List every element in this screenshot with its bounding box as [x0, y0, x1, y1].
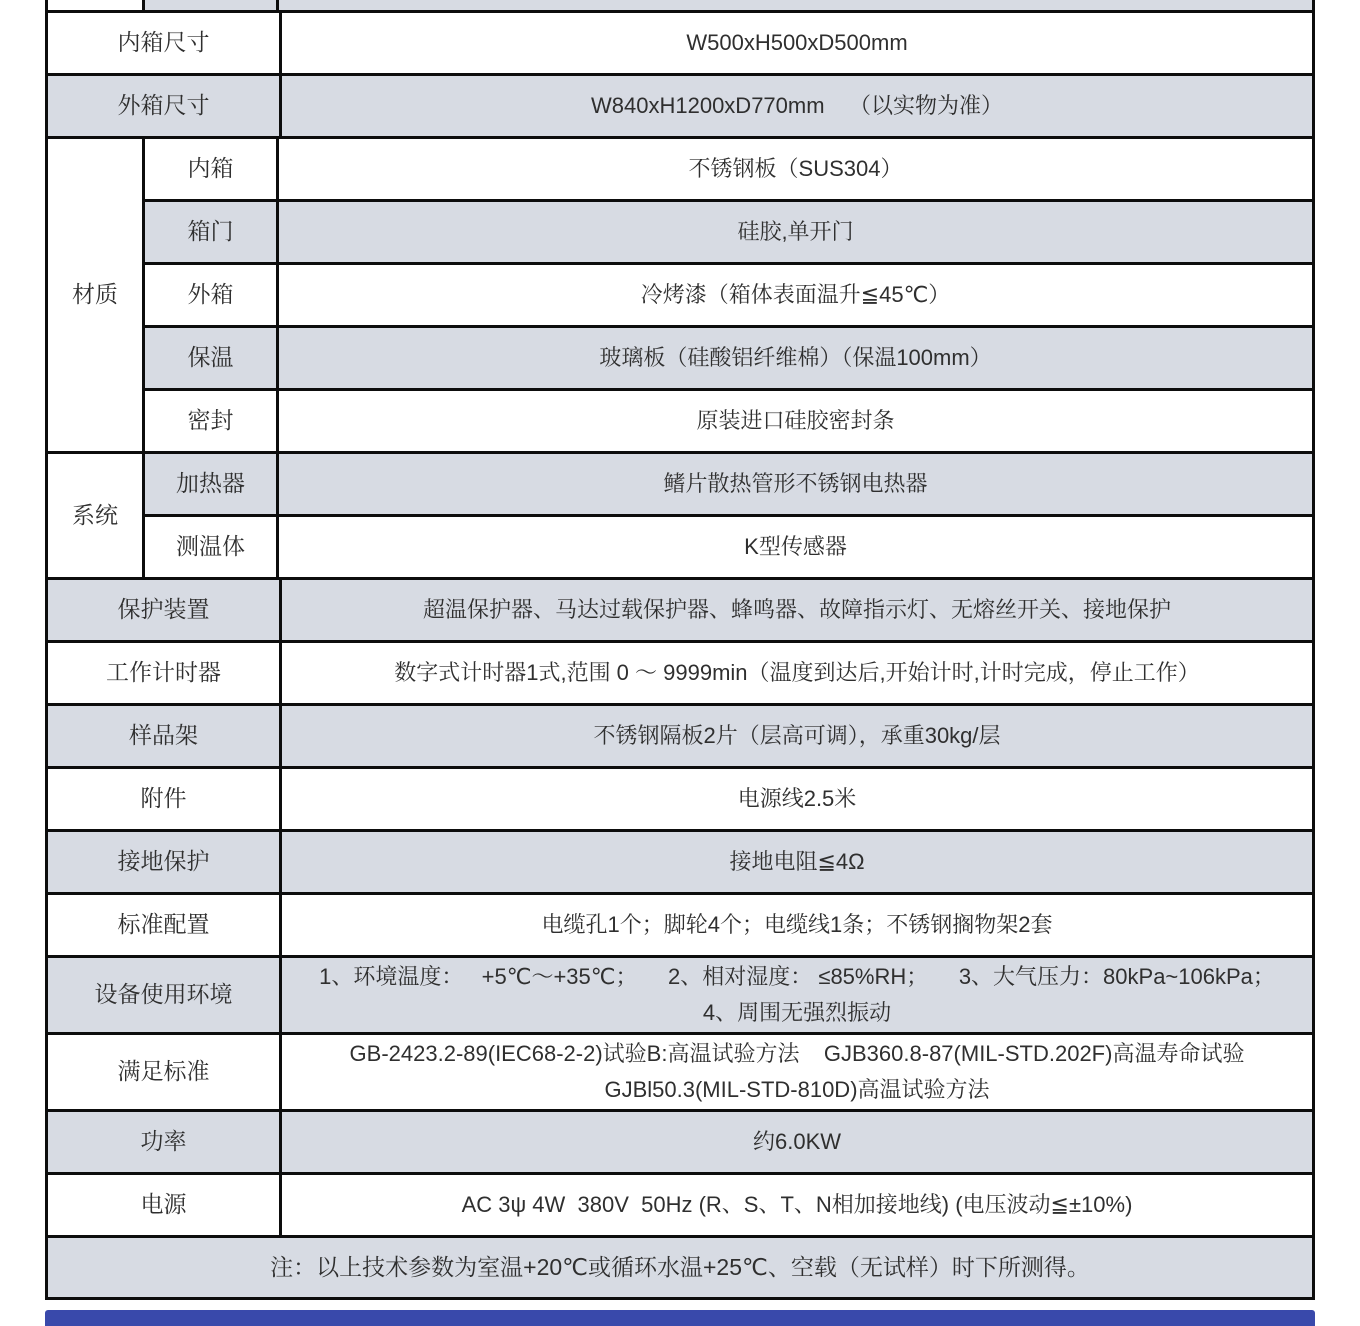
row-value: 约6.0KW — [282, 1112, 1312, 1172]
row-group-label — [48, 0, 145, 10]
value-line: GB-2423.2-89(IEC68-2-2)试验B:高温试验方法 GJB360.8-87(MIL-STD.202F)高温寿命试验 — [349, 1041, 1245, 1067]
row-value-lines — [290, 961, 1304, 1029]
row-value: 不锈钢隔板2片（层高可调），承重30kg/层 — [282, 706, 1312, 766]
row-label: 满足标准 — [48, 1035, 282, 1109]
row-label: 样品架 — [48, 706, 282, 766]
value-line: GJBl50.3(MIL-STD-810D)高温试验方法 — [604, 1077, 990, 1102]
table-row — [48, 643, 1312, 706]
row-label: 设备使用环境 — [48, 958, 282, 1032]
row-group-label: 材质 — [48, 139, 145, 451]
row-sublabel: 加热器 — [145, 454, 279, 514]
row-value: 超温保护器、马达过载保护器、蜂鸣器、故障指示灯、无熔丝开关、接地保护 — [282, 580, 1312, 640]
row-value — [282, 1035, 1312, 1109]
table-row-group — [48, 139, 1312, 454]
row-sublabel: 内箱 — [145, 139, 279, 199]
row-value: 原装进口硅胶密封条 — [279, 391, 1312, 451]
value-line: 4、周围无强烈振动 — [702, 1000, 892, 1025]
table-row — [48, 832, 1312, 895]
row-value — [279, 0, 1312, 10]
table-row — [48, 1035, 1312, 1112]
row-value: 玻璃板（硅酸铝纤维棉）（保温100mm） — [279, 328, 1312, 388]
row-value: AC 3ψ 4W 380V 50Hz (R、S、T、N相加接地线) (电压波动≦±10%) — [282, 1175, 1312, 1235]
row-value: 不锈钢板（SUS304） — [279, 139, 1312, 199]
row-value: 鳍片散热管形不锈钢电热器 — [279, 454, 1312, 514]
row-value: 电缆孔1个；脚轮4个；电缆线1条；不锈钢搁物架2套 — [282, 895, 1312, 955]
row-value-lines — [290, 1038, 1304, 1106]
row-sublabel: 密封 — [145, 391, 279, 451]
row-label: 功率 — [48, 1112, 282, 1172]
row-value: K型传感器 — [279, 517, 1312, 577]
table-subrow — [145, 265, 1312, 328]
table-row — [48, 13, 1312, 76]
footer-accent-bar — [45, 1310, 1315, 1326]
row-label: 接地保护 — [48, 832, 282, 892]
row-sublabel: 测温体 — [145, 517, 279, 577]
table-row — [48, 1175, 1312, 1238]
row-label: 保护装置 — [48, 580, 282, 640]
group-subrows — [145, 139, 1312, 451]
table-row — [48, 895, 1312, 958]
row-group-label: 系统 — [48, 454, 145, 577]
row-sublabel: 箱门 — [145, 202, 279, 262]
row-sublabel: 保温 — [145, 328, 279, 388]
table-subrow — [145, 517, 1312, 577]
row-value: 注：以上技术参数为室温+20℃或循环水温+25℃、空载（无试样）时下所测得。 — [48, 1238, 1312, 1297]
row-value — [282, 958, 1312, 1032]
table-row-note — [48, 1238, 1312, 1300]
row-label: 标准配置 — [48, 895, 282, 955]
table-row-partial — [48, 0, 1312, 13]
group-subrows — [145, 454, 1312, 577]
table-subrow — [145, 454, 1312, 517]
table-subrow — [145, 139, 1312, 202]
row-sublabel — [145, 0, 279, 10]
table-row — [48, 580, 1312, 643]
row-label: 附件 — [48, 769, 282, 829]
table-subrow — [145, 328, 1312, 391]
row-value: W840xH1200xD770mm （以实物为准） — [282, 76, 1312, 136]
row-value: 电源线2.5米 — [282, 769, 1312, 829]
row-value: W500xH500xD500mm — [282, 13, 1312, 73]
table-row — [48, 1112, 1312, 1175]
row-label: 工作计时器 — [48, 643, 282, 703]
table-subrow — [145, 391, 1312, 451]
row-value: 接地电阻≦4Ω — [282, 832, 1312, 892]
row-label: 内箱尺寸 — [48, 13, 282, 73]
value-line: 1、环境温度： +5℃～+35℃； 2、相对湿度： ≤85%RH； 3、大气压力：80kPa~106kPa； — [319, 964, 1275, 990]
table-row — [48, 958, 1312, 1035]
table-row — [48, 769, 1312, 832]
table-row-group — [48, 454, 1312, 580]
row-value: 数字式计时器1式,范围 0 ～ 9999min（温度到达后,开始计时,计时完成，停止工作） — [282, 643, 1312, 703]
row-label: 外箱尺寸 — [48, 76, 282, 136]
row-sublabel: 外箱 — [145, 265, 279, 325]
row-value: 冷烤漆（箱体表面温升≦45℃） — [279, 265, 1312, 325]
row-value: 硅胶,单开门 — [279, 202, 1312, 262]
table-row — [48, 706, 1312, 769]
row-label: 电源 — [48, 1175, 282, 1235]
table-subrow — [145, 202, 1312, 265]
table-row — [48, 76, 1312, 139]
spec-table — [45, 0, 1315, 1300]
